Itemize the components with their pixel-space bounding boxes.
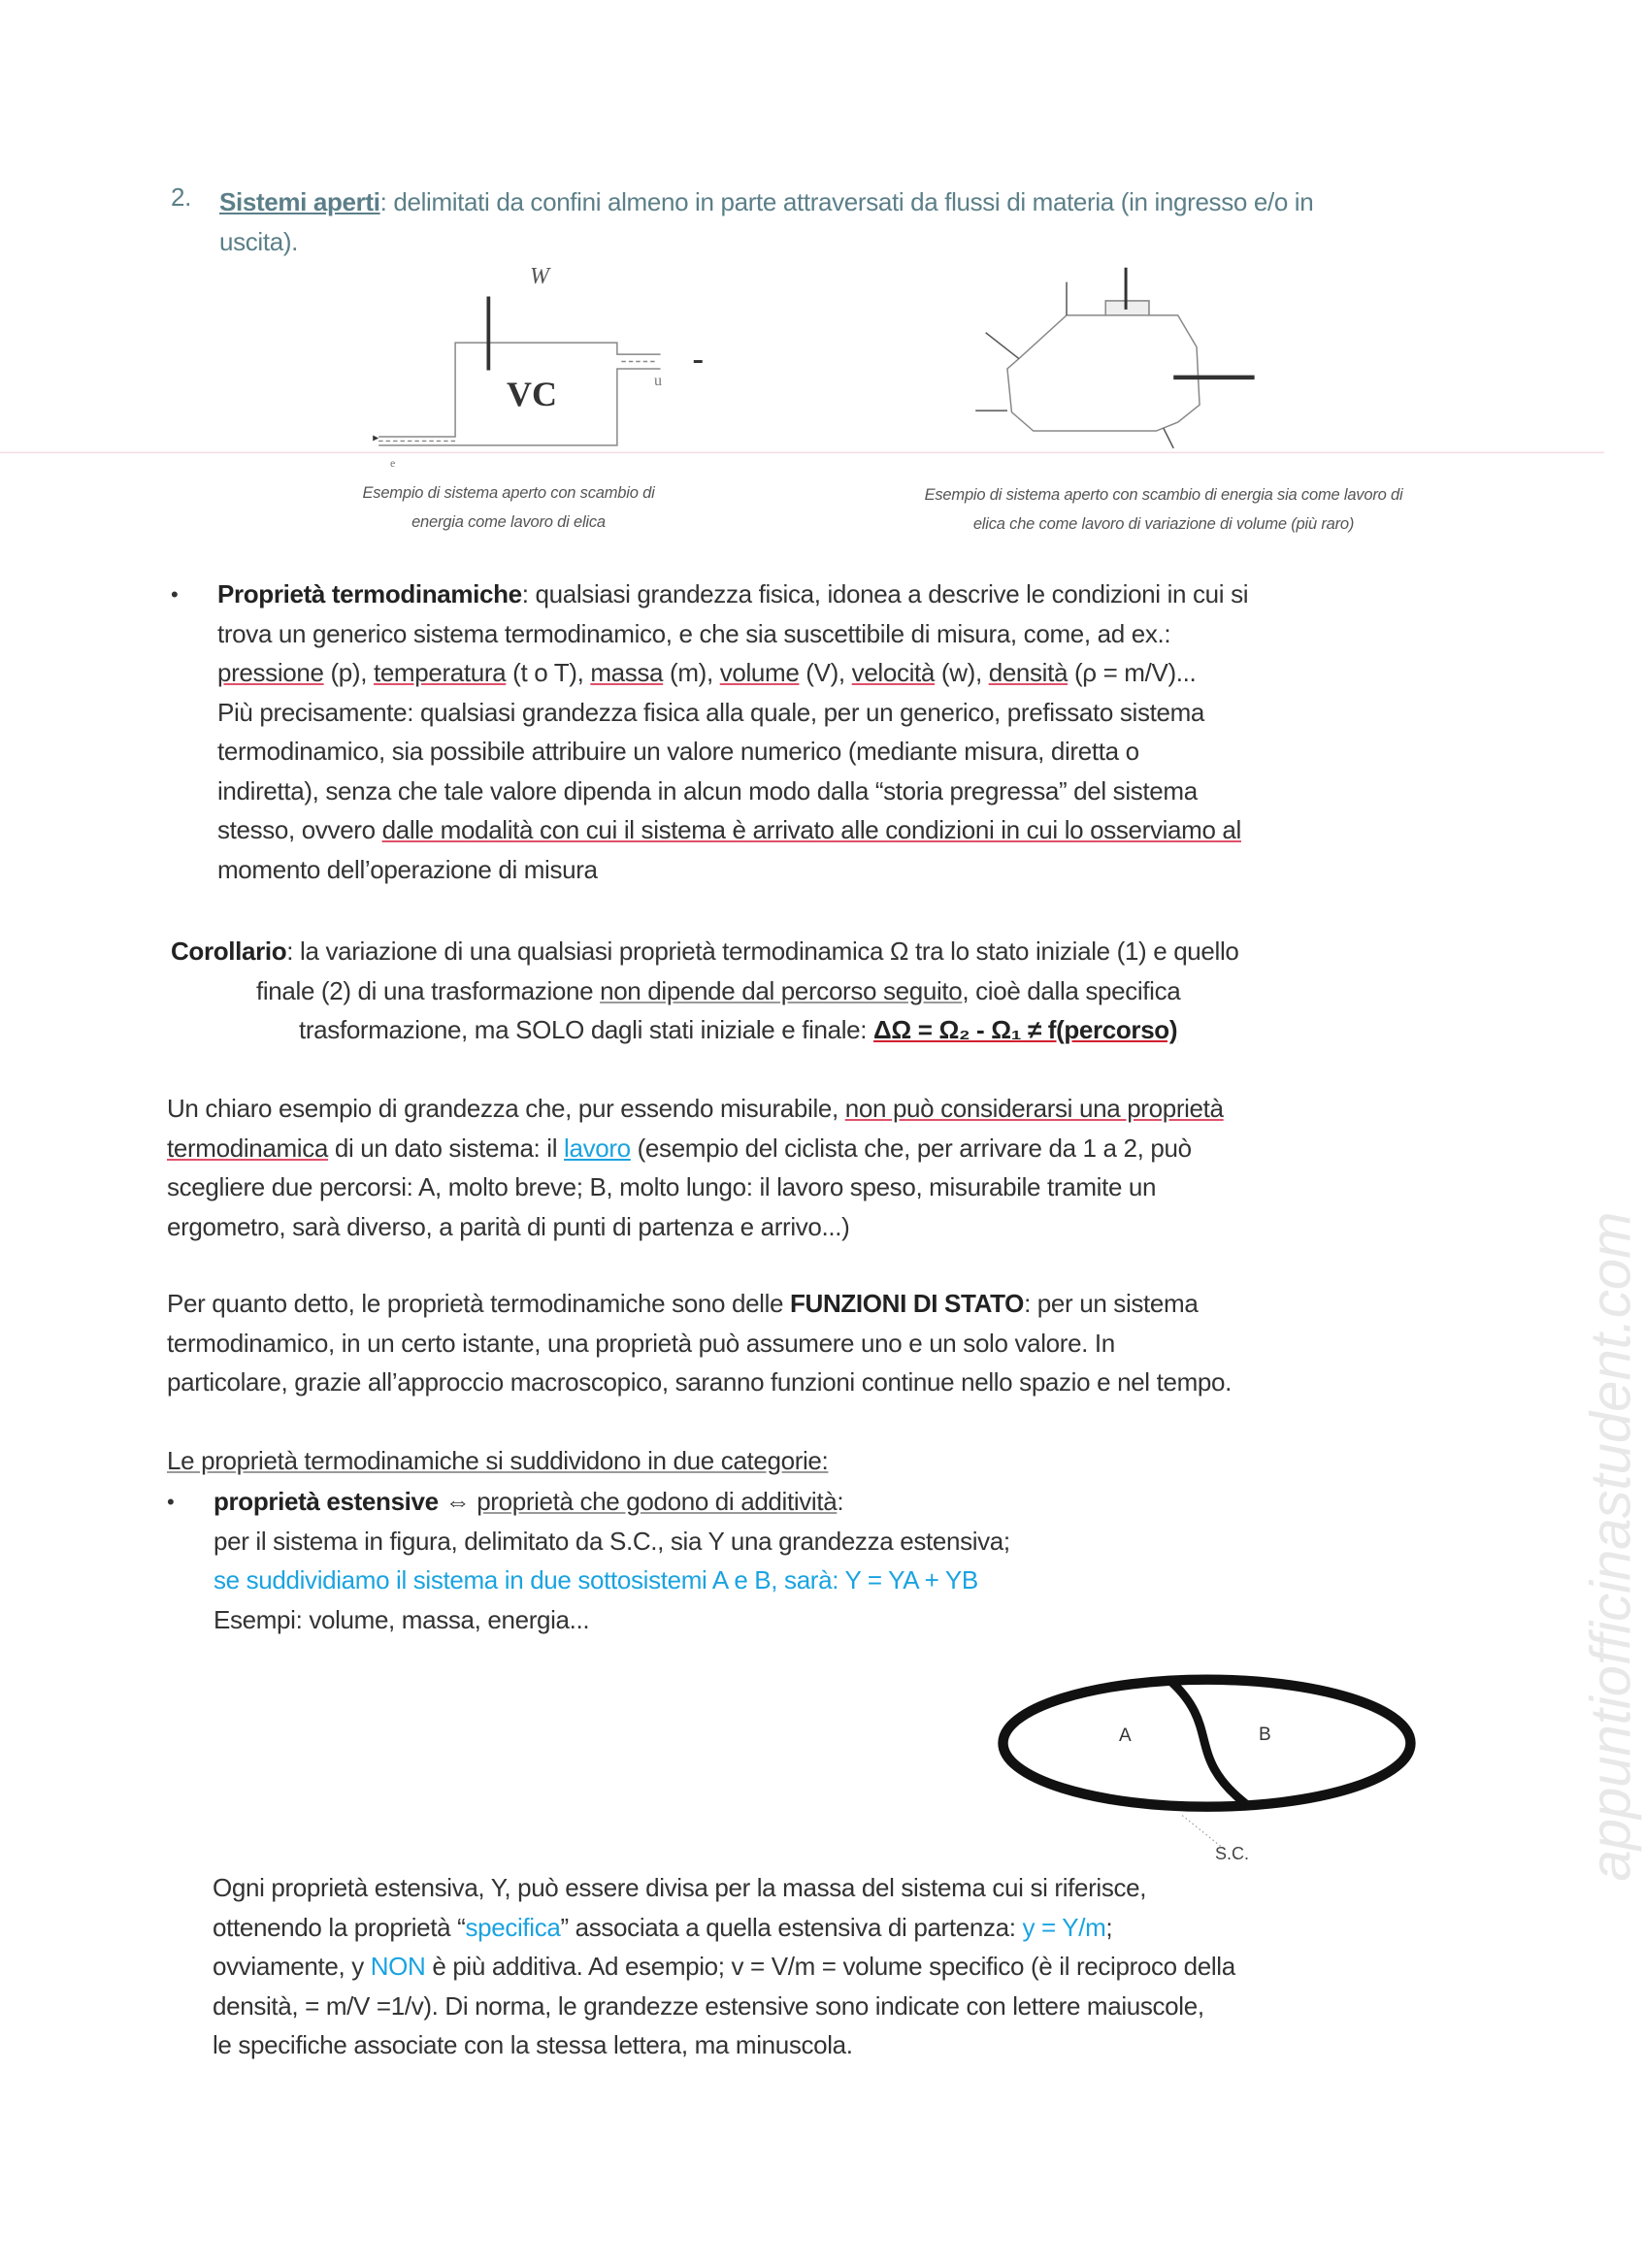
work-example-paragraph <box>167 1089 1224 1246</box>
text-segment: trova un generico sistema termodinamico, e che sia suscettibile di misura, come, ad ex.: <box>217 618 1171 648</box>
open-system-diagram-right <box>975 268 1254 448</box>
text-line <box>214 1482 1010 1522</box>
emphasized-text: specifica <box>465 1912 561 1942</box>
text-segment: stesso, ovvero <box>217 815 382 844</box>
text-segment: momento dell’operazione di misura <box>217 854 598 884</box>
corollario-paragraph <box>171 932 1238 1050</box>
text-segment: densità, = m/V =1/v). Di norma, le grandezze estensive sono indicate con lettere maiuscole, <box>213 1990 1204 2021</box>
text-line <box>167 1089 1224 1129</box>
emphasized-text: Le proprietà termodinamiche si suddividono in due categorie: <box>167 1446 829 1475</box>
text-segment: Esempi: volume, massa, energia... <box>214 1604 590 1634</box>
text-segment: : la variazione di una qualsiasi proprietà termodinamica Ω tra lo stato iniziale (1) e quello <box>286 937 1239 966</box>
text-line <box>217 772 1248 811</box>
emphasized-text: Sistemi aperti <box>219 187 380 216</box>
text-segment: ergometro, sarà diverso, a parità di punti di partenza e arrivo...) <box>167 1211 850 1241</box>
text-segment: (esempio del ciclista che, per arrivare da 1 a 2, può <box>630 1133 1192 1163</box>
text-segment: , cioè dalla specifica <box>962 975 1181 1005</box>
emphasized-text: dalle modalità con cui il sistema è arrivato alle condizioni in cui lo osserviamo al <box>381 815 1241 844</box>
text-line <box>214 1522 1010 1561</box>
section-2-paragraph <box>219 182 1313 261</box>
emphasized-text: y = Y/m <box>1022 1912 1106 1942</box>
text-segment: termodinamico, sia possibile attribuire un valore numerico (mediante misura, diretta o <box>217 737 1139 766</box>
emphasized-text: massa <box>590 658 664 687</box>
text-segment: ⇔ <box>438 1487 477 1516</box>
text-line <box>217 693 1248 733</box>
emphasized-text: Proprietà termodinamiche <box>217 579 522 608</box>
categories-intro <box>167 1441 828 1481</box>
text-segment: ottenendo la proprietà “ <box>213 1912 466 1942</box>
caption-line: energia come lavoro di elica <box>411 513 606 531</box>
text-segment: (w), <box>935 658 989 687</box>
emphasized-text: velocità <box>851 658 936 687</box>
text-segment: (t o T), <box>506 658 591 687</box>
text-segment: particolare, grazie all’approccio macroscopico, saranno funzioni continue nello spazio e nel tempo. <box>167 1367 1232 1397</box>
caption-right <box>925 480 1403 539</box>
text-line <box>167 1363 1232 1402</box>
u-label: u <box>654 373 662 389</box>
emphasized-text: Corollario <box>171 937 287 966</box>
text-segment: Più precisamente: qualsiasi grandezza fisica alla quale, per un generico, prefissato sistema <box>217 697 1205 727</box>
text-segment: : per un sistema <box>1024 1289 1199 1318</box>
text-line <box>167 1129 1224 1168</box>
caption-left <box>362 478 654 537</box>
subsystems-diagram <box>1003 1680 1410 1851</box>
text-line <box>214 1600 1010 1640</box>
text-line <box>213 1908 1235 1948</box>
e-label: e <box>390 456 396 470</box>
text-segment: (V), <box>799 658 852 687</box>
watermark: appuntiofficinastudent.com <box>1579 1211 1643 1882</box>
text-segment: (ρ = m/V)... <box>1068 658 1197 687</box>
text-segment: Un chiaro esempio di grandezza che, pur essendo misurabile, <box>167 1094 845 1123</box>
text-line <box>217 653 1248 693</box>
text-segment: le specifiche associate con la stessa lettera, ma minuscola. <box>213 2030 853 2059</box>
emphasized-text: NON <box>370 1952 426 1981</box>
text-line <box>167 1441 828 1481</box>
text-line <box>213 1947 1235 1987</box>
text-segment: ovviamente, y <box>213 1952 371 1981</box>
emphasized-text: termodinamica <box>167 1133 328 1163</box>
text-segment: uscita). <box>219 226 299 256</box>
text-segment: per il sistema in figura, delimitato da S.C., sia Y una grandezza estensiva; <box>214 1526 1010 1556</box>
emphasized-text: se suddividiamo il sistema in due sottosistemi A e B, sarà: Y = YA + YB <box>214 1565 978 1594</box>
text-segment: : qualsiasi grandezza fisica, idonea a descrive le condizioni in cui si <box>521 579 1249 608</box>
text-line <box>219 182 1313 222</box>
emphasized-text: pressione <box>217 658 324 687</box>
text-line <box>217 732 1248 772</box>
emphasized-text: FUNZIONI DI STATO <box>790 1289 1025 1318</box>
emphasized-text: non può considerarsi una proprietà <box>844 1094 1224 1123</box>
open-system-diagram-left <box>373 297 703 445</box>
text-line <box>219 222 1313 262</box>
text-line <box>213 2025 1235 2065</box>
text-line <box>171 1010 1238 1050</box>
properties-paragraph <box>217 575 1248 889</box>
text-line <box>171 932 1238 971</box>
caption-line: Esempio di sistema aperto con scambio di <box>362 484 655 502</box>
bullet-icon: • <box>167 1490 175 1514</box>
caption-line: Esempio di sistema aperto con scambio di energia sia come lavoro di <box>924 486 1403 504</box>
text-segment: scegliere due percorsi: A, molto breve; B, molto lungo: il lavoro speso, misurabile tramite un <box>167 1172 1157 1201</box>
link-text[interactable]: lavoro <box>564 1133 631 1163</box>
text-segment: indiretta), senza che tale valore dipenda in alcun modo dalla “storia pregressa” del sistema <box>217 775 1198 805</box>
sc-label: S.C. <box>1215 1844 1250 1863</box>
emphasized-text: proprietà estensive <box>214 1487 439 1516</box>
emphasized-text: non dipende dal percorso seguito <box>600 975 963 1005</box>
section-2-number: 2. <box>171 182 191 212</box>
vc-label: VC <box>507 375 557 413</box>
subsystem-b-label: B <box>1259 1725 1271 1745</box>
text-line <box>217 810 1248 850</box>
text-line <box>213 1868 1235 1908</box>
text-segment: ” associata a quella estensiva di partenza: <box>560 1912 1023 1942</box>
text-segment: Ogni proprietà estensiva, Y, può essere divisa per la massa del sistema cui si riferisce, <box>213 1873 1147 1902</box>
text-line <box>171 971 1238 1011</box>
text-line <box>167 1207 1224 1247</box>
text-line <box>217 850 1248 890</box>
emphasized-text: ΔΩ = Ω₂ - Ω₁ ≠ f(percorso) <box>873 1015 1178 1044</box>
text-segment: : delimitati da confini almeno in parte attraversati da flussi di materia (in ingresso e/o in <box>379 187 1314 216</box>
emphasized-text: temperatura <box>373 658 507 687</box>
text-line <box>217 575 1248 614</box>
text-line <box>167 1324 1232 1364</box>
emphasized-text: densità <box>988 658 1069 687</box>
text-line <box>214 1561 1010 1600</box>
text-segment: (m), <box>663 658 720 687</box>
text-segment: Per quanto detto, le proprietà termodinamiche sono delle <box>167 1289 791 1318</box>
text-segment: ; <box>1105 1912 1113 1942</box>
text-line <box>167 1284 1232 1324</box>
subsystem-a-label: A <box>1119 1726 1132 1746</box>
state-functions-paragraph <box>167 1284 1232 1402</box>
text-line <box>167 1167 1224 1207</box>
text-segment: di un dato sistema: il <box>327 1133 565 1163</box>
caption-line: elica che come lavoro di variazione di volume (più raro) <box>972 515 1355 533</box>
emphasized-text: volume <box>719 658 800 687</box>
text-segment: termodinamico, in un certo istante, una proprietà può assumere uno e un solo valore. In <box>167 1328 1115 1358</box>
bullet-icon: • <box>171 582 179 607</box>
w-label: W <box>530 264 549 289</box>
text-segment: : <box>837 1487 844 1516</box>
specific-properties-paragraph <box>213 1868 1235 2065</box>
text-segment: trasformazione, ma SOLO dagli stati iniziale e finale: <box>299 1015 874 1044</box>
text-segment: finale (2) di una trasformazione <box>256 975 601 1005</box>
emphasized-text: proprietà che godono di additività <box>477 1487 838 1516</box>
text-line <box>217 614 1248 654</box>
text-line <box>213 1987 1235 2026</box>
text-segment: è più additiva. Ad esempio; v = V/m = volume specifico (è il reciproco della <box>425 1952 1235 1981</box>
text-segment: (p), <box>323 658 374 687</box>
extensive-properties-list <box>214 1482 1010 1639</box>
